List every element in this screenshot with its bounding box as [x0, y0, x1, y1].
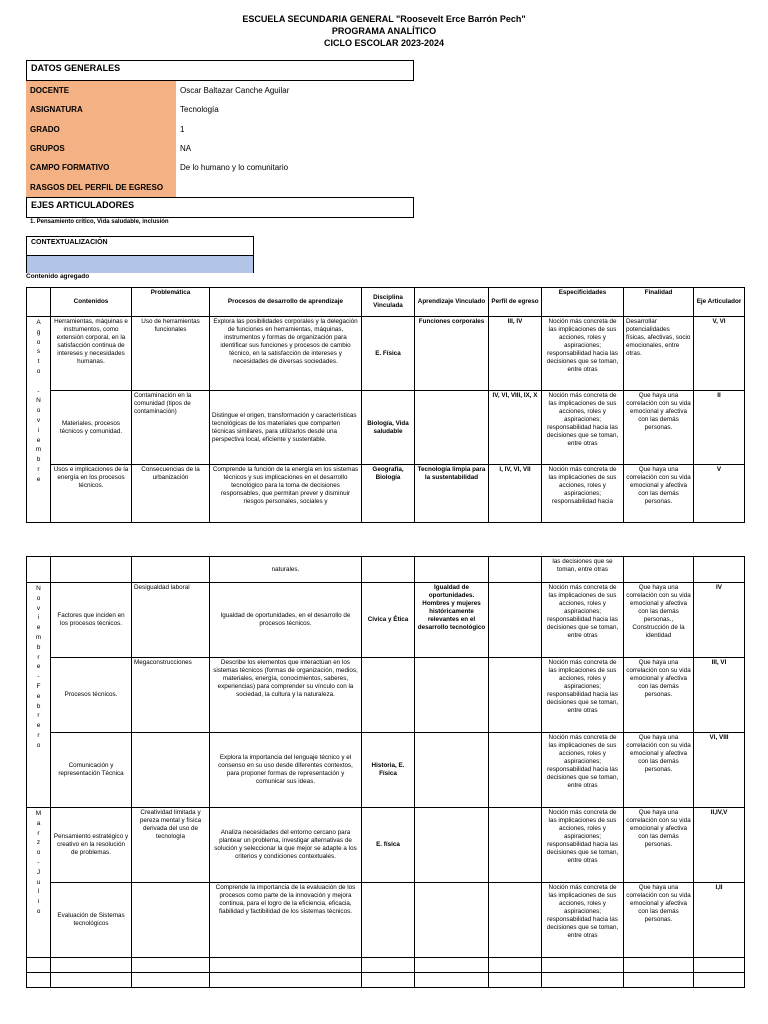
month-vertical-label: [29, 318, 48, 485]
month-letter: N: [36, 585, 41, 592]
empty-cell: [210, 973, 362, 988]
table-row: [27, 733, 745, 808]
month-letter: o: [36, 907, 41, 915]
datos-value: 1: [180, 124, 185, 134]
month-vertical-label: [29, 809, 48, 917]
month-gap: [38, 377, 40, 387]
month-letter: o: [36, 741, 41, 749]
school-cycle: CICLO ESCOLAR 2023-2024: [323, 38, 445, 48]
cell-eje: VI, VIII: [694, 733, 745, 808]
month-letter: F: [36, 682, 41, 690]
cell-procesos: naturales.: [210, 557, 362, 583]
month-letter: -: [37, 387, 40, 395]
cell-especificidades: las decisiones que se toman, entre otras: [542, 557, 624, 583]
contextualizacion-field: [27, 256, 253, 273]
cell-perfil: [489, 658, 542, 733]
empty-cell: [51, 958, 132, 973]
datos-key: CAMPO FORMATIVO: [26, 158, 176, 177]
month-letter: N: [36, 397, 41, 405]
header-perfil: Perfil de egreso: [489, 288, 542, 317]
month-letter: b: [36, 456, 41, 464]
cell-aprendizaje: [415, 733, 489, 808]
month-letter: z: [36, 839, 41, 847]
table-row: [27, 391, 745, 465]
cell-aprendizaje: [415, 391, 489, 465]
cell-problematica: Uso de herramientas funcionales: [132, 317, 210, 391]
cell-finalidad: Que haya una correlación con su vida emocional y afectiva con las demás personas.: [624, 808, 694, 883]
month-letter: i: [37, 898, 40, 906]
table-row: [27, 958, 745, 973]
cell-problematica: [132, 557, 210, 583]
cell-perfil: III, IV: [489, 317, 542, 391]
empty-cell: [132, 958, 210, 973]
header-especificidades: Especificidades: [542, 288, 624, 317]
program-table-2: [26, 556, 745, 988]
cell-problematica: [132, 733, 210, 808]
cell-problematica: Desigualdad laboral: [132, 583, 210, 658]
month-letter: u: [36, 878, 41, 886]
program-title: PROGRAMA ANALÍTICO: [331, 26, 437, 36]
cell-especificidades: Noción más concreta de las implicaciones de sus acciones, roles y aspiraciones; responsabilidad hacia las decisiones que se toman, entre otras: [542, 883, 624, 958]
header-disciplina: Disciplina Vinculada: [362, 288, 415, 317]
cell-perfil: [489, 808, 542, 883]
datos-row: [26, 177, 413, 196]
cell-problematica: Contaminación en la comunidad (tipos de contaminación): [132, 391, 210, 465]
month-header-cell: [27, 288, 51, 317]
datos-generales-box: [26, 60, 414, 81]
month-letter: s: [36, 348, 41, 356]
cell-contenido: [51, 557, 132, 583]
cell-disciplina: Geografía, Biología: [362, 465, 415, 523]
month-cell: [27, 808, 51, 958]
cell-aprendizaje: Funciones corporales: [415, 317, 489, 391]
month-letter: o: [36, 367, 41, 375]
cell-problematica: Megaconstrucciones: [132, 658, 210, 733]
month-vertical-label: [29, 584, 48, 751]
month-letter: m: [35, 446, 42, 454]
empty-cell: [542, 973, 624, 988]
cell-procesos: Igualdad de oportunidades, en el desarrollo de procesos técnicos.: [210, 583, 362, 658]
cell-perfil: IV, VI, VIII, IX, X: [489, 391, 542, 465]
month-letter: o: [36, 407, 41, 415]
school-name: ESCUELA SECUNDARIA GENERAL "Roosevelt Erce Barrón Pech": [242, 14, 526, 24]
datos-value: De lo humano y lo comunitario: [180, 163, 289, 173]
cell-contenido: Usos e implicaciones de la energía en los procesos técnicos.: [51, 465, 132, 523]
cell-procesos: Analiza necesidades del entorno cercano para plantear un problema, investigar alternativas de solución y seleccionar la que mejor se adapte a los criterios y condiciones contextuales.: [210, 808, 362, 883]
datos-row: [26, 139, 413, 158]
datos-row: [26, 100, 413, 119]
cell-contenido: Procesos técnicos.: [51, 658, 132, 733]
empty-cell: [624, 973, 694, 988]
month-letter: a: [36, 819, 41, 827]
cell-finalidad: Que haya una correlación con su vida emocional y afectiva con las demás personas.: [624, 658, 694, 733]
header-procesos: Procesos de desarrollo de aprendizaje: [210, 288, 362, 317]
month-letter: o: [36, 338, 41, 346]
header-aprendizaje: Aprendizaje Vinculado: [415, 288, 489, 317]
month-letter: t: [37, 358, 40, 366]
empty-cell: [362, 958, 415, 973]
cell-especificidades: Noción más concreta de las implicaciones de sus acciones, roles y aspiraciones; responsabilidad hacia las decisiones que se toman, entre otras: [542, 583, 624, 658]
cell-perfil: [489, 557, 542, 583]
datos-value: Oscar Baltazar Canche Aguilar: [180, 86, 290, 96]
cell-eje: II: [694, 391, 745, 465]
empty-cell: [132, 973, 210, 988]
cell-disciplina: Historia, E. Física: [362, 733, 415, 808]
ejes-item: 1. Pensamiento crítico, Vida saludable, inclusión: [30, 219, 169, 225]
cell-especificidades: Noción más concreta de las implicaciones de sus acciones, roles y aspiraciones; responsabilidad hacia las decisiones que se toman, entre otras: [542, 808, 624, 883]
month-letter: J: [36, 868, 41, 876]
cell-aprendizaje: [415, 658, 489, 733]
cell-disciplina: [362, 658, 415, 733]
month-letter: A: [36, 319, 41, 326]
cell-especificidades: Noción más concreta de las implicaciones de sus acciones, roles y aspiraciones; responsabilidad hacia las decisiones que se toman, entre otras: [542, 317, 624, 391]
table-row: [27, 658, 745, 733]
month-letter: r: [37, 731, 40, 739]
month-letter: o: [36, 594, 41, 602]
table-header-row: [27, 288, 745, 317]
cell-especificidades: Noción más concreta de las implicaciones de sus acciones, roles y aspiraciones; responsabilidad hacia las decisiones que se toman, entre otras: [542, 658, 624, 733]
header-problematica: Problemática: [132, 288, 210, 317]
datos-generales-title: DATOS GENERALES: [31, 63, 121, 73]
empty-cell: [415, 973, 489, 988]
table-row: [27, 883, 745, 958]
cell-procesos: Comprende la función de la energía en los sistemas técnicos y sus implicaciones en el desarrollo tecnológico para la toma de decisiones responsables, que permitan prever y disminuir riesgos personales, sociales y: [210, 465, 362, 523]
cell-finalidad: Que haya una correlación con su vida emocional y afectiva con las demás personas.: [624, 733, 694, 808]
contextualizacion-box: [26, 236, 254, 273]
empty-cell: [542, 958, 624, 973]
cell-eje: I,II: [694, 883, 745, 958]
header-contenidos: Contenidos: [51, 288, 132, 317]
cell-perfil: [489, 733, 542, 808]
empty-cell: [415, 958, 489, 973]
cell-especificidades: Noción más concreta de las implicaciones de sus acciones, roles y aspiraciones; responsabilidad hacia: [542, 465, 624, 523]
datos-value: NA: [180, 144, 192, 154]
cell-finalidad: Que haya una correlación con su vida emocional y afectiva con las demás personas.: [624, 391, 694, 465]
empty-cell: [210, 958, 362, 973]
cell-disciplina: [362, 557, 415, 583]
header-finalidad: Finalidad: [624, 288, 694, 317]
cell-aprendizaje: [415, 808, 489, 883]
empty-cell: [362, 973, 415, 988]
datos-row: [26, 81, 413, 100]
cell-eje: II,IV,V: [694, 808, 745, 883]
month-letter: v: [36, 604, 41, 612]
cell-perfil: [489, 583, 542, 658]
cell-eje: IV: [694, 583, 745, 658]
cell-especificidades: Noción más concreta de las implicaciones de sus acciones, roles y aspiraciones; responsabilidad hacia las decisiones que se toman, entre otras: [542, 733, 624, 808]
cell-disciplina: E. física: [362, 808, 415, 883]
month-cell: [27, 557, 51, 583]
cell-contenido: Materiales, procesos técnicos y comunidad.: [51, 391, 132, 465]
month-letter: r: [37, 829, 40, 837]
datos-key: GRUPOS: [26, 139, 176, 158]
cell-perfil: I, IV, VI, VII: [489, 465, 542, 523]
month-letter: b: [36, 702, 41, 710]
cell-perfil: [489, 883, 542, 958]
cell-aprendizaje: [415, 557, 489, 583]
cell-contenido: Pensamiento estratégico y creativo en la resolución de problemas.: [51, 808, 132, 883]
datos-key: RASGOS DEL PERFIL DE EGRESO: [26, 177, 176, 196]
month-letter: o: [36, 849, 41, 857]
cell-contenido: Herramientas, máquinas e instrumentos, como extensión corporal, en la satisfacción continua de intereses y necesidades humanas.: [51, 317, 132, 391]
cell-aprendizaje: [415, 883, 489, 958]
cell-contenido: Comunicación y representación Técnica: [51, 733, 132, 808]
month-letter: m: [35, 633, 42, 641]
month-letter: b: [36, 643, 41, 651]
month-letter: e: [36, 436, 41, 444]
month-letter: l: [37, 888, 40, 896]
month-letter: r: [37, 653, 40, 661]
datos-key: DOCENTE: [26, 81, 176, 100]
month-letter: e: [36, 692, 41, 700]
cell-eje: [694, 557, 745, 583]
cell-finalidad: [624, 557, 694, 583]
month-letter: -: [37, 858, 40, 866]
month-letter: e: [36, 663, 41, 671]
datos-value: Tecnología: [180, 105, 219, 115]
datos-row: [26, 120, 413, 139]
datos-key: ASIGNATURA: [26, 100, 176, 119]
empty-cell: [624, 958, 694, 973]
cell-finalidad: Que haya una correlación con su vida emocional y afectiva con las demás personas., Construcción de la identidad: [624, 583, 694, 658]
contextualizacion-title: CONTEXTUALIZACIÓN: [27, 237, 253, 256]
cell-especificidades: Noción más concreta de las implicaciones de sus acciones, roles y aspiraciones; responsabilidad hacia las decisiones que se toman, entre otras: [542, 391, 624, 465]
datos-value: [176, 177, 413, 196]
table-row: [27, 465, 745, 523]
datos-row: [26, 158, 413, 177]
cell-procesos: Comprende la importancia de la evaluación de los procesos como parte de la innovación y mejora continua, para el logro de la eficiencia, eficacia, fiabilidad y factibilidad de los sistemas técnicos.: [210, 883, 362, 958]
cell-eje: V, VI: [694, 317, 745, 391]
table-row: [27, 317, 745, 391]
cell-eje: V: [694, 465, 745, 523]
cell-finalidad: Que haya una correlación con su vida emocional y afectiva con las demás personas.: [624, 465, 694, 523]
cell-contenido: Factores que inciden en los procesos técnicos.: [51, 583, 132, 658]
empty-cell: [489, 973, 542, 988]
month-cell: [27, 317, 51, 523]
empty-cell: [694, 958, 745, 973]
month-letter: e: [36, 624, 41, 632]
datos-key: GRADO: [26, 120, 176, 139]
cell-eje: III, VI: [694, 658, 745, 733]
empty-cell: [694, 973, 745, 988]
cell-contenido: Evaluación de Sistemas tecnológicos: [51, 883, 132, 958]
ejes-box: [26, 197, 414, 218]
cell-procesos: Explora las posibilidades corporales y la delegación de funciones en herramientas, máquinas, instrumentos y formas de organización para identificar sus funciones y procesos de cambio técnico, en la satisfacción de intereses y necesidades de diversas sociedades.: [210, 317, 362, 391]
datos-generales-table: [26, 81, 413, 197]
month-letter: g: [36, 328, 41, 336]
month-letter: e: [36, 475, 41, 483]
empty-cell: [27, 973, 51, 988]
cell-finalidad: Que haya una correlación con su vida emocional y afectiva con las demás personas.: [624, 883, 694, 958]
table-row: [27, 557, 745, 583]
month-letter: r: [37, 465, 40, 473]
cell-disciplina: Biología, Vida saludable: [362, 391, 415, 465]
ejes-title: EJES ARTICULADORES: [31, 200, 135, 210]
month-letter: e: [36, 722, 41, 730]
table-row: [27, 808, 745, 883]
program-table-1: [26, 287, 745, 523]
empty-cell: [27, 958, 51, 973]
cell-finalidad: Desarrollar potencialidades físicas, afectivas, socio emocionales, entre otras.: [624, 317, 694, 391]
cell-problematica: Creatividad limitada y pereza mental y física derivada del uso de tecnología: [132, 808, 210, 883]
empty-cell: [489, 958, 542, 973]
month-letter: r: [37, 712, 40, 720]
month-letter: i: [37, 614, 40, 622]
month-letter: i: [37, 426, 40, 434]
cell-aprendizaje: Igualdad de oportunidades. Hombres y mujeres históricamente relevantes en el desarrollo tecnológico: [415, 583, 489, 658]
month-letter: -: [37, 673, 40, 681]
cell-problematica: Consecuencias de la urbanización: [132, 465, 210, 523]
month-letter: M: [35, 810, 42, 817]
month-letter: v: [36, 416, 41, 424]
header-eje: Eje Articulador: [694, 288, 745, 317]
cell-disciplina: Cívica y Ética: [362, 583, 415, 658]
cell-disciplina: [362, 883, 415, 958]
contenido-agregado-label: Contenido agregado: [26, 273, 90, 280]
table-row: [27, 973, 745, 988]
cell-problematica: [132, 883, 210, 958]
cell-procesos: Explora la importancia del lenguaje técnico y el consenso en su uso desde diferentes contextos, para proponer formas de representación y comunicar sus ideas.: [210, 733, 362, 808]
cell-procesos: Distingue el origen, transformación y características tecnológicas de los materiales que comparten técnicas similares, para utilizarlos desde una perspectiva local, eficiente y sustentable.: [210, 391, 362, 465]
table-row: [27, 583, 745, 658]
empty-cell: [51, 973, 132, 988]
cell-procesos: Describe los elementos que interactúan en los sistemas técnicos (formas de organización, medios, materiales, energía, conocimientos, saberes, experiencias) para comprender su vínculo con la sociedad, la cultura y la naturaleza.: [210, 658, 362, 733]
cell-aprendizaje: Tecnología limpia para la sustentabilidad: [415, 465, 489, 523]
cell-disciplina: E. Física: [362, 317, 415, 391]
month-cell: [27, 583, 51, 808]
